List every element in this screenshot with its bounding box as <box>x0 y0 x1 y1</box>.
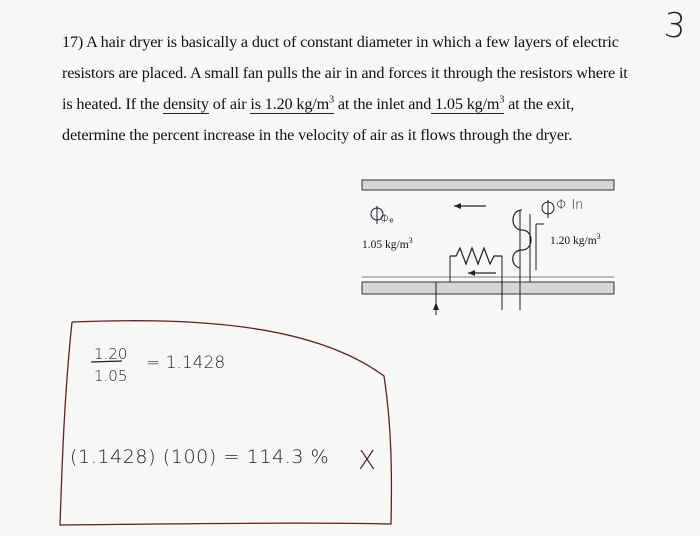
exit-density-label <box>362 236 413 251</box>
problem-line-2: resistors are placed. A small fan pulls the air in and forces it through the resistors where it <box>62 64 628 82</box>
problem-statement <box>62 27 632 151</box>
exit-density-text: 1.05 kg/m <box>431 95 500 113</box>
fraction-denominator: 1.05 <box>94 367 128 385</box>
exit-density-value: 1.05 kg/m <box>362 238 409 251</box>
inlet-handwritten-note: Φ In <box>556 198 584 213</box>
inlet-density-label <box>550 232 601 247</box>
underlined-exit-density <box>431 95 504 114</box>
problem-line-3 <box>62 89 632 120</box>
exit-handwritten-note: Φₑ <box>380 212 394 225</box>
problem-line-3-end: at the exit, <box>504 95 575 113</box>
percent-calculation: (1.1428) (100) = 114.3 % <box>70 446 330 468</box>
fan-blade <box>513 210 531 268</box>
problem-line-3-of-air: of air <box>208 95 251 113</box>
resistor-coil <box>450 248 502 264</box>
division-result: = 1.1428 <box>146 353 226 373</box>
duct-top-wall <box>362 180 614 190</box>
inlet-density-superscript: 3 <box>596 232 601 241</box>
underlined-inlet-density <box>250 95 334 114</box>
exit-density-superscript: 3 <box>408 236 413 245</box>
inlet-density-value: 1.20 kg/m <box>550 234 597 247</box>
problem-line-1: 17) A hair dryer is basically a duct of constant diameter in which a few layers of electric <box>62 33 619 51</box>
inlet-density-text: is 1.20 kg/m <box>250 95 330 113</box>
fraction-numerator: 1.20 <box>94 345 128 363</box>
handwritten-answer-box <box>58 318 403 533</box>
flow-arrow-bottom-head <box>468 270 475 276</box>
duct-bottom-wall <box>362 282 614 294</box>
underlined-density: density <box>163 95 209 113</box>
grader-x-mark: X <box>358 446 376 476</box>
problem-line-3-start: is heated. If the <box>62 95 164 113</box>
hair-dryer-diagram <box>350 170 620 325</box>
page-number: 3 <box>662 5 688 47</box>
inlet-superscript: 3 <box>329 94 334 106</box>
wire-left-arrow <box>433 302 439 310</box>
problem-line-3-inlet: at the inlet and <box>333 95 432 113</box>
problem-line-4: determine the percent increase in the velocity of air as it flows through the dryer. <box>62 126 573 144</box>
exit-superscript: 3 <box>499 94 505 106</box>
flow-arrow-top-head <box>454 203 461 209</box>
